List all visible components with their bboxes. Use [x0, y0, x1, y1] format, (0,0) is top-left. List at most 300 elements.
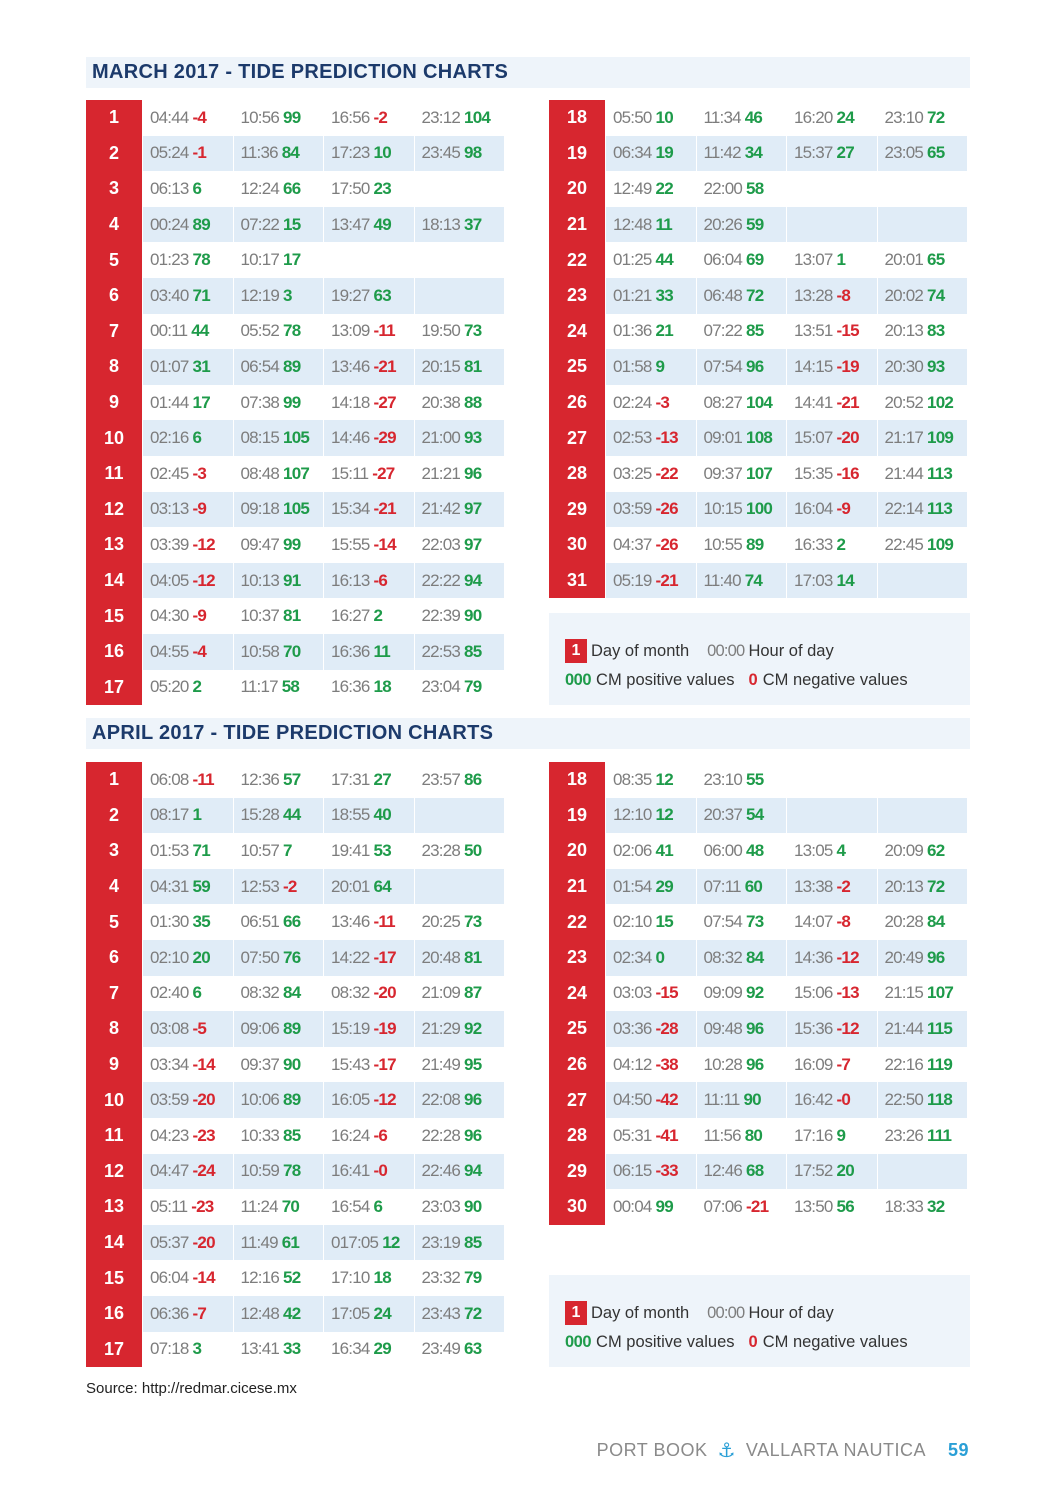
tide-height: -41: [655, 1125, 678, 1145]
table-row: [86, 136, 504, 172]
tide-cell: [142, 385, 233, 421]
tide-time: 11:11: [703, 1090, 740, 1110]
tide-cell: [323, 1082, 414, 1118]
tide-height: -26: [655, 534, 678, 554]
legend-hour-label: Hour of day: [748, 641, 834, 660]
tide-time: 22:14: [884, 499, 924, 519]
tide-cell: [786, 1154, 877, 1190]
tide-height: -2: [373, 107, 388, 127]
tide-cell: [786, 1047, 877, 1083]
tide-time: 05:37: [150, 1232, 189, 1252]
tide-height: -23: [191, 1196, 214, 1216]
tide-cell: [414, 314, 505, 350]
tide-time: 10:06: [240, 1090, 280, 1110]
tide-cell: [877, 349, 968, 385]
tide-height: 21: [655, 321, 673, 341]
tide-height: -7: [192, 1303, 207, 1323]
tide-time: 21:49: [421, 1054, 461, 1074]
tide-time: 07:22: [703, 321, 743, 341]
tide-time: 01:54: [613, 876, 652, 896]
tide-time: 21:00: [421, 428, 461, 448]
tide-time: 06:48: [703, 285, 743, 305]
tide-height: -20: [192, 1232, 215, 1252]
april-table-left: [86, 762, 504, 1367]
tide-height: 72: [927, 107, 945, 127]
tide-time: 22:50: [884, 1090, 924, 1110]
tide-height: -0: [836, 1090, 851, 1110]
tide-height: -21: [655, 570, 678, 590]
tide-cell: [323, 456, 414, 492]
day-number: 15: [86, 1260, 142, 1296]
tide-cell: [414, 798, 505, 834]
tide-time: 12:49: [613, 178, 652, 198]
tide-time: 03:34: [150, 1054, 189, 1074]
tide-time: 01:23: [150, 250, 189, 270]
tide-height: -14: [192, 1054, 215, 1074]
tide-time: 09:37: [240, 1054, 280, 1074]
tide-height: -38: [655, 1054, 678, 1074]
tide-height: -29: [373, 428, 396, 448]
tide-cell: [696, 940, 787, 976]
tide-time: 16:34: [331, 1339, 370, 1359]
tide-time: 06:51: [240, 912, 280, 932]
tide-height: 96: [464, 1090, 482, 1110]
table-row: [86, 1118, 504, 1154]
tide-time: 23:49: [421, 1339, 461, 1359]
day-number: 18: [549, 762, 605, 798]
tide-cell: [233, 598, 324, 634]
legend-neg-sample: 0: [748, 1333, 758, 1351]
tide-cell: [142, 1011, 233, 1047]
tide-cell: [323, 171, 414, 207]
tide-height: 87: [464, 983, 482, 1003]
tide-time: 17:10: [331, 1268, 370, 1288]
tide-time: 04:37: [613, 534, 652, 554]
tide-cell: [605, 1154, 696, 1190]
tide-time: 11:17: [240, 677, 278, 697]
tide-height: -6: [373, 1125, 388, 1145]
tide-time: 08:32: [240, 983, 280, 1003]
tide-cell: [233, 833, 324, 869]
legend-day-sample: 1: [565, 1301, 587, 1325]
tide-height: -24: [192, 1161, 215, 1181]
tide-height: 11: [655, 214, 672, 234]
tide-height: 17: [192, 392, 210, 412]
tide-height: 29: [373, 1339, 391, 1359]
tide-height: 15: [283, 214, 301, 234]
tide-cell: [786, 1189, 877, 1225]
tide-cell: [877, 314, 968, 350]
table-row: [86, 940, 504, 976]
tide-height: 96: [746, 1018, 764, 1038]
tide-height: 72: [746, 285, 764, 305]
tide-height: 96: [927, 947, 945, 967]
tide-cell: [323, 670, 414, 706]
tide-cell: [323, 420, 414, 456]
day-number: 3: [86, 833, 142, 869]
table-row: [86, 634, 504, 670]
tide-height: 96: [464, 1125, 482, 1145]
tide-time: 14:41: [794, 392, 833, 412]
day-number: 6: [86, 278, 142, 314]
tide-height: 32: [927, 1196, 945, 1216]
tide-cell: [323, 492, 414, 528]
table-row: [549, 207, 967, 243]
tide-height: -21: [746, 1196, 769, 1216]
tide-height: -15: [836, 321, 859, 341]
tide-height: 29: [655, 876, 673, 896]
tide-height: 3: [192, 1339, 202, 1359]
tide-cell: [323, 1332, 414, 1368]
table-row: [549, 563, 967, 599]
table-row: [86, 171, 504, 207]
tide-cell: [323, 100, 414, 136]
legend-neg-label: CM negative values: [762, 1333, 908, 1351]
legend-neg-label: CM negative values: [762, 671, 908, 689]
tide-height: -4: [192, 107, 207, 127]
tide-cell: [233, 976, 324, 1012]
tide-cell: [605, 349, 696, 385]
tide-height: 9: [836, 1125, 846, 1145]
tide-time: 20:13: [884, 876, 924, 896]
tide-height: -6: [373, 570, 388, 590]
tide-height: 24: [373, 1303, 391, 1323]
tide-height: 12: [655, 805, 673, 825]
day-number: 1: [86, 762, 142, 798]
tide-height: 107: [927, 983, 954, 1003]
tide-time: 22:53: [421, 641, 461, 661]
tide-time: 05:24: [150, 143, 189, 163]
tide-time: 08:27: [703, 392, 743, 412]
table-row: [549, 976, 967, 1012]
table-row: [86, 762, 504, 798]
tide-cell: [605, 904, 696, 940]
day-number: 7: [86, 976, 142, 1012]
tide-cell: [414, 1082, 505, 1118]
tide-height: 85: [464, 641, 482, 661]
tide-cell: [323, 904, 414, 940]
tide-cell: [786, 762, 877, 798]
day-number: 28: [549, 1118, 605, 1154]
tide-height: 65: [927, 250, 945, 270]
tide-cell: [414, 242, 505, 278]
tide-time: 13:28: [794, 285, 833, 305]
tide-time: 21:21: [421, 463, 461, 483]
tide-time: 16:54: [331, 1196, 370, 1216]
tide-cell: [233, 1047, 324, 1083]
tide-time: 01:58: [613, 356, 652, 376]
tide-cell: [786, 385, 877, 421]
tide-time: 02:40: [150, 983, 189, 1003]
tide-time: 16:05: [331, 1090, 370, 1110]
table-row: [86, 1047, 504, 1083]
tide-time: 09:06: [240, 1018, 280, 1038]
tide-height: 95: [464, 1054, 482, 1074]
tide-time: 16:24: [331, 1125, 370, 1145]
tide-cell: [233, 1332, 324, 1368]
tide-height: 44: [191, 321, 209, 341]
tide-time: 01:21: [613, 285, 652, 305]
tide-time: 11:56: [703, 1125, 741, 1145]
day-number: 22: [549, 904, 605, 940]
tide-height: 1: [836, 250, 846, 270]
tide-time: 17:05: [331, 1303, 370, 1323]
tide-cell: [605, 798, 696, 834]
tide-height: -23: [192, 1125, 215, 1145]
tide-cell: [233, 527, 324, 563]
day-number: 23: [549, 940, 605, 976]
tide-cell: [142, 670, 233, 706]
tide-height: 99: [283, 107, 301, 127]
tide-height: 107: [746, 463, 773, 483]
tide-cell: [786, 136, 877, 172]
table-row: [549, 456, 967, 492]
tide-time: 21:42: [421, 499, 461, 519]
table-row: [86, 1189, 504, 1225]
tide-cell: [696, 100, 787, 136]
table-row: [549, 1189, 967, 1225]
tide-cell: [605, 869, 696, 905]
tide-cell: [786, 940, 877, 976]
tide-time: 06:00: [703, 840, 743, 860]
tide-height: 37: [464, 214, 482, 234]
tide-height: -20: [373, 983, 396, 1003]
tide-time: 11:24: [240, 1196, 278, 1216]
table-row: [86, 420, 504, 456]
tide-time: 03:03: [613, 983, 652, 1003]
tide-height: 6: [192, 983, 202, 1003]
tide-time: 06:08: [150, 769, 189, 789]
tide-cell: [323, 762, 414, 798]
tide-cell: [323, 1047, 414, 1083]
table-row: [86, 1332, 504, 1368]
tide-time: 22:39: [421, 606, 461, 626]
tide-time: 15:07: [794, 428, 833, 448]
tide-height: 33: [655, 285, 673, 305]
tide-time: 06:34: [613, 143, 652, 163]
day-number: 2: [86, 136, 142, 172]
tide-cell: [233, 563, 324, 599]
tide-height: 52: [283, 1268, 301, 1288]
day-number: 25: [549, 1011, 605, 1047]
tide-height: 70: [283, 641, 301, 661]
tide-time: 13:05: [794, 840, 833, 860]
tide-cell: [877, 420, 968, 456]
tide-cell: [233, 278, 324, 314]
table-row: [86, 1011, 504, 1047]
tide-time: 23:45: [421, 143, 461, 163]
tide-cell: [142, 100, 233, 136]
tide-cell: [142, 1260, 233, 1296]
tide-cell: [696, 1189, 787, 1225]
table-row: [86, 314, 504, 350]
tide-cell: [233, 207, 324, 243]
legend-hour-label: Hour of day: [748, 1303, 834, 1322]
tide-time: 03:39: [150, 534, 189, 554]
tide-height: 109: [927, 428, 954, 448]
tide-height: -26: [655, 499, 678, 519]
tide-cell: [786, 278, 877, 314]
tide-time: 18:55: [331, 805, 370, 825]
tide-cell: [696, 798, 787, 834]
tide-height: 72: [927, 876, 945, 896]
tide-height: 58: [746, 178, 764, 198]
tide-time: 04:05: [150, 570, 189, 590]
tide-height: 94: [464, 570, 482, 590]
tide-time: 01:44: [150, 392, 189, 412]
tide-height: 89: [283, 356, 301, 376]
tide-time: 04:30: [150, 606, 189, 626]
tide-time: 14:18: [331, 392, 370, 412]
tide-height: 66: [283, 912, 301, 932]
tide-time: 03:59: [150, 1090, 189, 1110]
tide-height: 92: [464, 1018, 482, 1038]
tide-cell: [142, 242, 233, 278]
tide-height: -20: [192, 1090, 215, 1110]
tide-height: 74: [927, 285, 945, 305]
table-row: [549, 1154, 967, 1190]
tide-height: -13: [655, 428, 678, 448]
tide-time: 02:24: [613, 392, 652, 412]
tide-height: 99: [283, 534, 301, 554]
day-number: 2: [86, 798, 142, 834]
day-number: 10: [86, 1082, 142, 1118]
anchor-icon: ⚓: [717, 1440, 736, 1462]
tide-cell: [233, 242, 324, 278]
tide-height: 74: [744, 570, 763, 590]
table-row: [86, 207, 504, 243]
tide-time: 16:13: [331, 570, 370, 590]
tide-time: 20:48: [421, 947, 461, 967]
table-row: [549, 904, 967, 940]
tide-height: 50: [464, 840, 482, 860]
tide-height: 96: [746, 1054, 764, 1074]
tide-time: 17:16: [794, 1125, 833, 1145]
tide-cell: [142, 171, 233, 207]
tide-time: 06:15: [613, 1161, 652, 1181]
tide-height: 72: [464, 1303, 482, 1323]
tide-height: 83: [927, 321, 945, 341]
table-row: [549, 1082, 967, 1118]
tide-cell: [786, 904, 877, 940]
tide-cell: [323, 1118, 414, 1154]
table-row: [549, 1047, 967, 1083]
tide-cell: [414, 833, 505, 869]
tide-height: 93: [927, 356, 945, 376]
tide-time: 23:10: [884, 107, 924, 127]
tide-time: 21:44: [884, 463, 924, 483]
tide-cell: [323, 869, 414, 905]
day-number: 8: [86, 349, 142, 385]
tide-height: 53: [373, 840, 391, 860]
tide-height: 62: [927, 840, 945, 860]
tide-cell: [877, 1047, 968, 1083]
tide-time: 02:16: [150, 428, 189, 448]
table-row: [86, 976, 504, 1012]
tide-cell: [605, 1011, 696, 1047]
table-row: [86, 242, 504, 278]
tide-cell: [323, 278, 414, 314]
tide-time: 22:00: [703, 178, 743, 198]
tide-cell: [877, 976, 968, 1012]
tide-time: 19:27: [331, 285, 370, 305]
day-number: 4: [86, 869, 142, 905]
tide-height: -27: [373, 392, 396, 412]
table-row: [86, 1260, 504, 1296]
tide-height: 94: [464, 1161, 482, 1181]
tide-cell: [414, 1332, 505, 1368]
tide-cell: [414, 940, 505, 976]
tide-time: 00:04: [613, 1196, 652, 1216]
day-number: 9: [86, 1047, 142, 1083]
tide-height: 86: [464, 769, 482, 789]
tide-height: 17: [283, 250, 301, 270]
tide-cell: [786, 171, 877, 207]
table-row: [549, 869, 967, 905]
day-number: 8: [86, 1011, 142, 1047]
tide-cell: [233, 385, 324, 421]
tide-time: 14:15: [794, 356, 833, 376]
tide-cell: [786, 349, 877, 385]
table-row: [86, 670, 504, 706]
tide-cell: [233, 1296, 324, 1332]
tide-time: 04:44: [150, 107, 189, 127]
tide-time: 16:27: [331, 606, 370, 626]
tide-cell: [605, 100, 696, 136]
table-row: [549, 171, 967, 207]
tide-height: 11: [373, 641, 390, 661]
tide-cell: [414, 1225, 505, 1261]
legend-day-sample: 1: [565, 639, 587, 663]
tide-cell: [142, 420, 233, 456]
tide-cell: [142, 798, 233, 834]
tide-height: 66: [283, 178, 301, 198]
tide-height: 113: [927, 463, 953, 483]
tide-height: 6: [373, 1196, 383, 1216]
tide-time: 03:25: [613, 463, 652, 483]
tide-time: 05:19: [613, 570, 652, 590]
tide-cell: [696, 527, 787, 563]
tide-time: 20:38: [421, 392, 461, 412]
tide-cell: [786, 1011, 877, 1047]
footer-publication: PORT BOOK: [596, 1440, 708, 1460]
tide-cell: [414, 1047, 505, 1083]
tide-cell: [877, 456, 968, 492]
tide-cell: [877, 492, 968, 528]
tide-time: 12:19: [240, 285, 280, 305]
tide-time: 20:26: [703, 214, 743, 234]
tide-height: 65: [927, 143, 945, 163]
table-row: [549, 278, 967, 314]
tide-time: 22:28: [421, 1125, 461, 1145]
tide-time: 13:09: [331, 321, 370, 341]
table-row: [549, 492, 967, 528]
table-row: [86, 1225, 504, 1261]
tide-cell: [414, 171, 505, 207]
tide-height: 78: [283, 1161, 301, 1181]
tide-cell: [233, 1225, 324, 1261]
tide-time: 07:54: [703, 356, 743, 376]
tide-cell: [414, 563, 505, 599]
tide-cell: [414, 207, 505, 243]
legend-pos-sample: 000: [565, 671, 592, 689]
day-number: 20: [549, 833, 605, 869]
tide-height: -27: [372, 463, 395, 483]
tide-time: 22:16: [884, 1054, 924, 1074]
tide-height: 4: [836, 840, 846, 860]
tide-time: 017:05: [331, 1232, 379, 1252]
tide-height: 6: [192, 178, 202, 198]
